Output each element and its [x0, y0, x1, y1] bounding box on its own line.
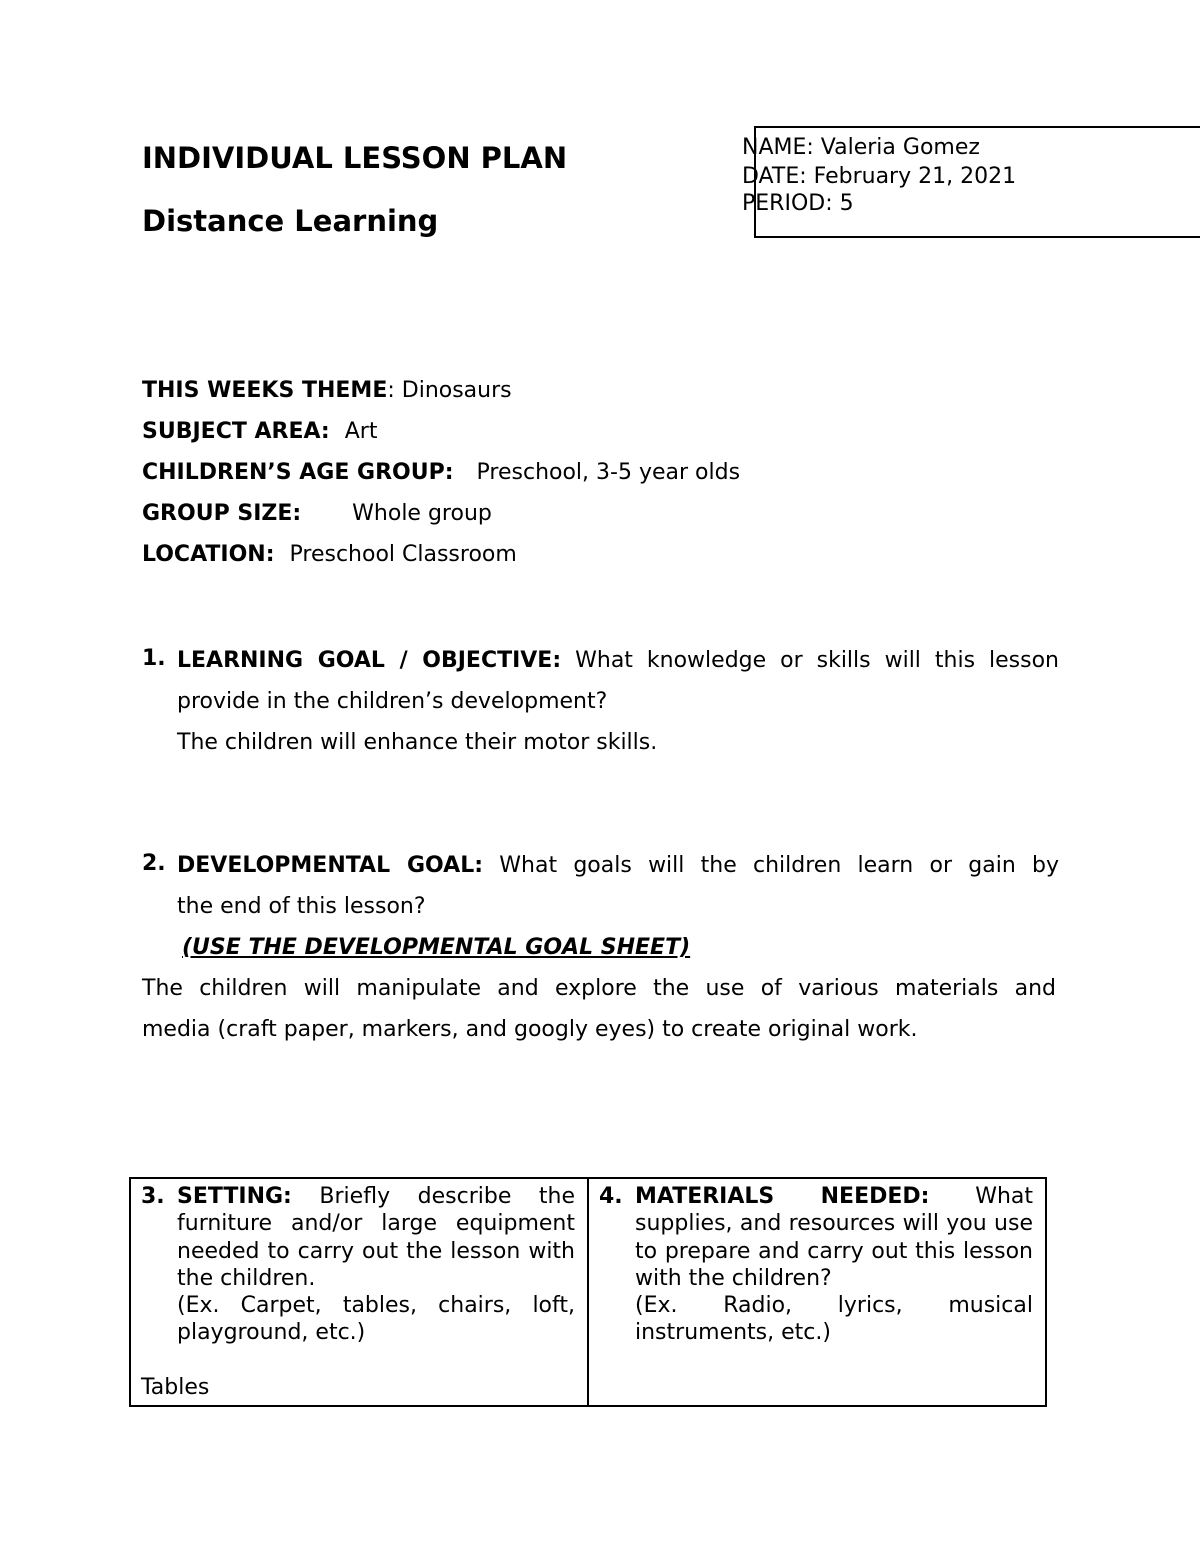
setting-label: SETTING: [177, 1184, 292, 1209]
class-period: PERIOD: 5 [742, 191, 854, 216]
section1-label: LEARNING GOAL / OBJECTIVE: [177, 648, 562, 673]
section4-number: 4. [599, 1184, 623, 1209]
setting-example: (Ex. Carpet, tables, chairs, loft, playground, etc.) [177, 1293, 575, 1346]
subject-field [142, 417, 377, 447]
setting-text: Briefly describe the furniture and/or large equipment needed to carry out the lesson with the children. [177, 1184, 576, 1291]
group-size-value: Whole group [352, 501, 492, 526]
theme-value: : Dinosaurs [387, 378, 512, 403]
subject-value: Art [344, 419, 378, 444]
section2-question-line1 [177, 845, 1059, 886]
location-value: Preschool Classroom [289, 542, 517, 567]
developmental-goal-sheet-note: (USE THE DEVELOPMENTAL GOAL SHEET) [182, 935, 691, 960]
section1-question-line2: provide in the children’s development? [177, 689, 608, 714]
location-label: LOCATION: [142, 542, 275, 567]
materials-text: What supplies, and resources will you use to prepare and carry out this lesson with the children? [635, 1184, 1033, 1291]
materials-example: (Ex. Radio, lyrics, musical instruments, etc.) [635, 1293, 1033, 1346]
age-group-field [142, 458, 740, 488]
setting-description [177, 1183, 575, 1347]
group-size-label: GROUP SIZE: [142, 501, 302, 526]
materials-cell [588, 1178, 1046, 1406]
section2-answer-line1: The children will manipulate and explore the use of various materials and [142, 976, 1056, 1001]
location-field [142, 540, 517, 570]
theme-label: THIS WEEKS THEME [142, 378, 388, 403]
section1-question: What knowledge or skills will this lesson [575, 648, 1059, 673]
section1-question-line1 [177, 640, 1059, 681]
section1-number: 1. [142, 646, 166, 671]
subject-label: SUBJECT AREA: [142, 419, 330, 444]
setting-materials-table [129, 1177, 1047, 1407]
setting-cell [130, 1178, 588, 1406]
section1-answer: The children will enhance their motor skills. [177, 730, 658, 755]
section2-number: 2. [142, 851, 166, 876]
materials-description [635, 1183, 1033, 1347]
page-subtitle: Distance Learning [142, 204, 439, 238]
age-group-value: Preschool, 3-5 year olds [476, 460, 741, 485]
materials-label: MATERIALS NEEDED: [635, 1184, 930, 1209]
student-name: NAME: Valeria Gomez [742, 135, 980, 160]
section2-question: What goals will the children learn or gain by [499, 853, 1059, 878]
age-group-label: CHILDREN’S AGE GROUP: [142, 460, 454, 485]
section2-label: DEVELOPMENTAL GOAL: [177, 853, 484, 878]
theme-field [142, 376, 512, 406]
section2-answer-line2: media (craft paper, markers, and googly eyes) to create original work. [142, 1017, 918, 1042]
section3-number: 3. [141, 1184, 165, 1209]
group-size-field [142, 499, 492, 529]
setting-answer: Tables [141, 1374, 210, 1400]
lesson-date: DATE: February 21, 2021 [742, 164, 1017, 189]
section2-question-line2: the end of this lesson? [177, 894, 426, 919]
page-title: INDIVIDUAL LESSON PLAN [142, 141, 568, 175]
